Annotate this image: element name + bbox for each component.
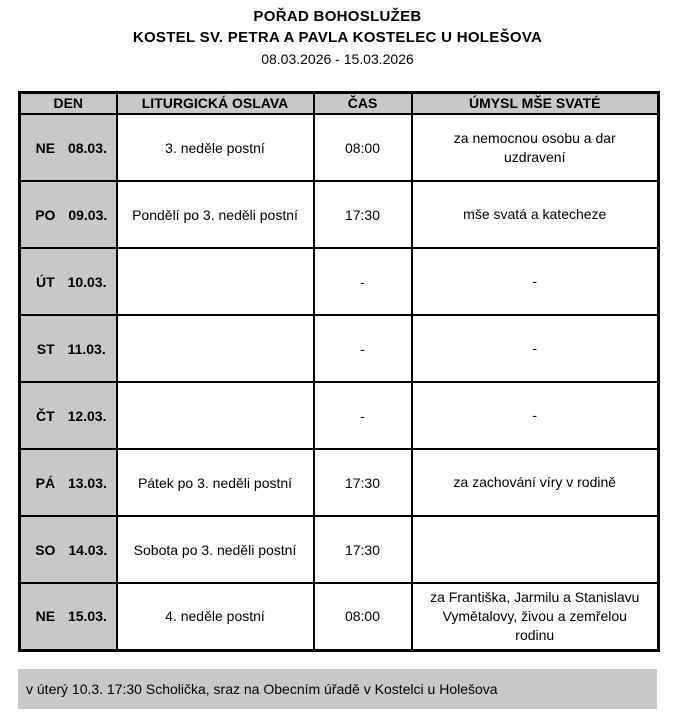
header-cas: ČAS [314,93,412,115]
day-date: 14.03. [68,541,108,558]
day-cell [20,315,117,382]
celebration-cell: Pondělí po 3. neděli postní [117,181,314,248]
day-abbr: PÁ [35,474,56,491]
celebration-cell [117,315,314,382]
header-row [20,93,659,115]
day-date: 08.03. [67,139,107,156]
table-row [20,114,659,181]
day-cell [20,382,117,449]
day-abbr: NE [35,139,56,156]
intention-cell: za Františka, Jarmilu a Stanislavu Vymětalovy, živou a zemřelou rodinu [412,583,659,650]
intention-cell: - [412,248,659,315]
day-cell [20,181,117,248]
time-cell: 17:30 [314,449,412,516]
header-umysl-mse-svate: ÚMYSL MŠE SVATÉ [412,93,659,115]
intention-cell: za zachování víry v rodině [412,449,659,516]
time-cell: 08:00 [314,583,412,650]
intention-cell: - [412,382,659,449]
day-abbr: NE [35,608,56,625]
day-date: 11.03. [67,340,106,357]
intention-cell: - [412,315,659,382]
celebration-cell: 4. neděle postní [117,583,314,650]
church-name: KOSTEL SV. PETRA A PAVLA KOSTELEC U HOLEŠOVA [132,29,543,46]
table-row [20,248,659,315]
time-cell: - [314,248,412,315]
day-date: 09.03. [68,206,108,223]
day-abbr: SO [35,541,56,558]
header-liturgicka-oslava: LITURGICKÁ OSLAVA [117,93,314,115]
day-cell [20,248,117,315]
time-cell: 17:30 [314,516,412,583]
day-cell [20,516,117,583]
time-cell: 17:30 [314,181,412,248]
table-row [20,583,659,650]
day-date: 15.03. [67,608,107,625]
time-cell: - [314,315,412,382]
intention-cell: za nemocnou osobu a dar uzdravení [412,114,659,181]
day-cell [20,583,117,650]
table-row [20,315,659,382]
day-abbr: ST [36,340,55,357]
day-cell [20,114,117,181]
celebration-cell: 3. neděle postní [117,114,314,181]
day-date: 13.03. [67,474,107,491]
time-cell: 08:00 [314,114,412,181]
celebration-cell: Sobota po 3. neděli postní [117,516,314,583]
day-abbr: ČT [36,407,55,424]
title-block [0,7,675,68]
day-date: 12.03. [67,407,107,424]
table-row [20,181,659,248]
celebration-cell: Pátek po 3. neděli postní [117,449,314,516]
day-cell [20,449,117,516]
page-title: POŘAD BOHOSLUŽEB [253,8,422,25]
table-row [20,449,659,516]
table-row [20,382,659,449]
day-abbr: PO [35,206,56,223]
day-abbr: ÚT [36,273,55,290]
time-cell: - [314,382,412,449]
celebration-cell [117,382,314,449]
celebration-cell [117,248,314,315]
day-date: 10.03. [67,273,107,290]
table-row [20,516,659,583]
footer-note: v úterý 10.3. 17:30 Scholička, sraz na Obecním úřadě v Kostelci u Holešova [18,669,657,709]
header-den: DEN [20,93,117,115]
intention-cell: mše svatá a katecheze [412,181,659,248]
schedule-table [18,91,660,652]
date-range: 08.03.2026 - 15.03.2026 [261,51,414,67]
intention-cell [412,516,659,583]
